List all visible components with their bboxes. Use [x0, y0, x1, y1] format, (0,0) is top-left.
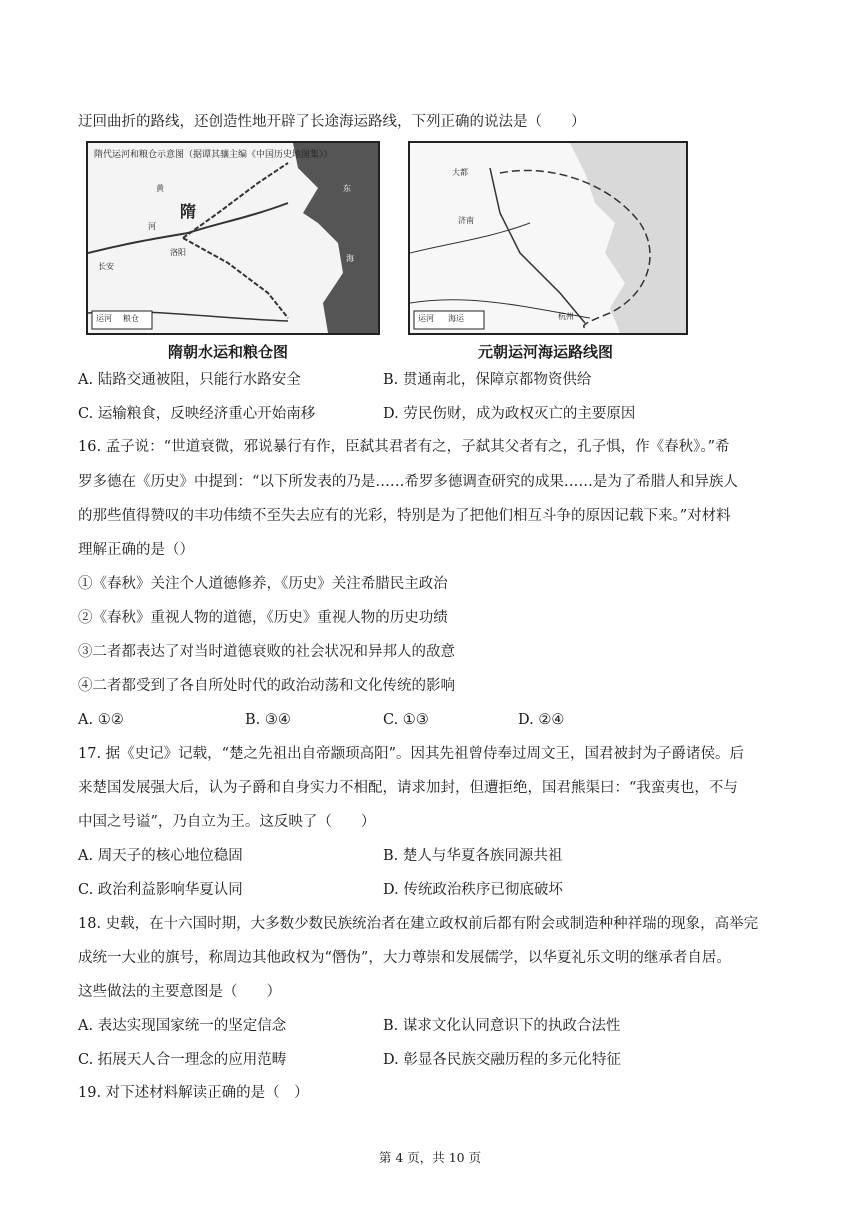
sea-area	[293, 143, 378, 333]
q16-item-3: ③二者都表达了对当时道德衰败的社会状况和异邦人的敌意	[78, 644, 455, 660]
canal-north	[183, 163, 288, 238]
q16-stem-line-3: 的那些值得赞叹的丰功伟绩不至失去应有的光彩，特别是为了把他们相互斗争的原因记载下来。”对材料	[78, 508, 731, 524]
q18-stem-line-1: 18. 史载，在十六国时期，大多数少数民族统治者在建立政权前后都有附会或制造种种祥瑞的现象，高举完	[78, 916, 759, 932]
sui-map-title: 隋代运河和粮仓示意图（据谭其骧主编《中国历史地图集》）	[94, 150, 333, 160]
q15-option-b: B. 贯通南北，保障京都物资供给	[383, 372, 592, 388]
river-label-1: 黄	[156, 184, 164, 193]
q17-option-c: C. 政治利益影响华夏认同	[78, 882, 243, 898]
q18-stem-line-2: 成统一大业的旗号，称周边其他政权为“僭伪”，大力尊崇和发展儒学，以华夏礼乐文明的继承者自居。	[78, 950, 731, 966]
q18-option-b: B. 谋求文化认同意识下的执政合法性	[383, 1018, 621, 1034]
q15-option-d: D. 劳民伤财，成为政权灭亡的主要原因	[383, 406, 636, 422]
q16-option-a: A. ①②	[78, 712, 124, 728]
q16-stem-line-1: 16. 孟子说：“世道衰微，邪说暴行有作，臣弑其君者有之，子弑其父者有之，孔子惧，作《春秋》。”希	[78, 439, 730, 455]
q17-option-d: D. 传统政治秩序已彻底破坏	[383, 882, 563, 898]
sui-map-drawing	[88, 143, 378, 333]
q16-option-b: B. ③④	[245, 712, 291, 728]
q17-stem-line-3: 中国之号谥”，乃自立为王。这反映了（ ）	[78, 814, 376, 830]
q17-option-b: B. 楚人与华夏各族同源共祖	[383, 848, 563, 864]
q17-stem-line-2: 来楚国发展强大后，认为子爵和自身实力不相配，请求加封，但遭拒绝，国君熊渠曰：“我蛮夷也，不与	[78, 780, 738, 796]
page-footer: 第 4 页，共 10 页	[378, 1150, 482, 1165]
legend-canal: 运河	[96, 314, 112, 323]
q16-item-2: ②《春秋》重视人物的道德，《历史》重视人物的历史功绩	[78, 610, 448, 626]
grand-canal	[490, 168, 585, 323]
q16-option-c: C. ①③	[383, 712, 429, 728]
q18-option-d: D. 彰显各民族交融历程的多元化特征	[383, 1052, 621, 1068]
q16-option-d: D. ②④	[518, 712, 565, 728]
q15-stem-tail: 迂回曲折的路线，还创造性地开辟了长途海运路线，下列正确的说法是（ ）	[78, 114, 586, 130]
q16-item-1: ①《春秋》关注个人道德修养，《历史》关注希腊民主政治	[78, 576, 448, 592]
sui-map-caption: 隋朝水运和粮仓图	[168, 343, 289, 361]
city-luoyang: 洛阳	[170, 248, 186, 257]
q16-stem-line-2: 罗多德在《历史》中提到：“以下所发表的乃是……希罗多德调查研究的成果……是为了希腊人和异族人	[78, 474, 738, 490]
sea-label-1: 东	[343, 184, 351, 193]
q17-stem-line-1: 17. 据《史记》记载，“楚之先祖出自帝颛顼高阳”。因其先祖曾侍奉过周文王，国君被封为子爵诸侯。后	[78, 746, 744, 762]
q18-option-a: A. 表达实现国家统一的坚定信念	[78, 1018, 287, 1034]
q15-option-a: A. 陆路交通被阻，只能行水路安全	[78, 372, 301, 388]
legend-sea-route: 海运	[448, 314, 464, 323]
yuan-canal-map	[408, 141, 688, 335]
city-jinan: 济南	[458, 216, 474, 225]
sea-label-2: 海	[346, 254, 354, 263]
q16-stem-line-4: 理解正确的是（）	[78, 542, 194, 558]
city-dadu: 大都	[452, 168, 468, 177]
q15-option-c: C. 运输粮食，反映经济重心开始南移	[78, 406, 316, 422]
q18-stem-line-3: 这些做法的主要意图是（ ）	[78, 984, 281, 1000]
yuan-map-caption: 元朝运河海运路线图	[478, 343, 614, 361]
q17-option-a: A. 周天子的核心地位稳固	[78, 848, 243, 864]
legend-granary: 粮仓	[123, 314, 139, 323]
legend-canal: 运河	[418, 314, 434, 323]
q18-option-c: C. 拓展天人合一理念的应用范畴	[78, 1052, 287, 1068]
canal-south	[183, 238, 288, 318]
q19-stem-line-1: 19. 对下述材料解读正确的是（ ）	[78, 1085, 309, 1101]
sui-canal-map	[86, 141, 380, 335]
river-label-2: 河	[148, 222, 156, 231]
sui-label: 隋	[180, 202, 197, 221]
city-changan: 长安	[98, 262, 114, 271]
city-hangzhou: 杭州	[558, 312, 574, 321]
sea-area	[570, 143, 686, 333]
q16-item-4: ④二者都受到了各自所处时代的政治动荡和文化传统的影响	[78, 678, 455, 694]
